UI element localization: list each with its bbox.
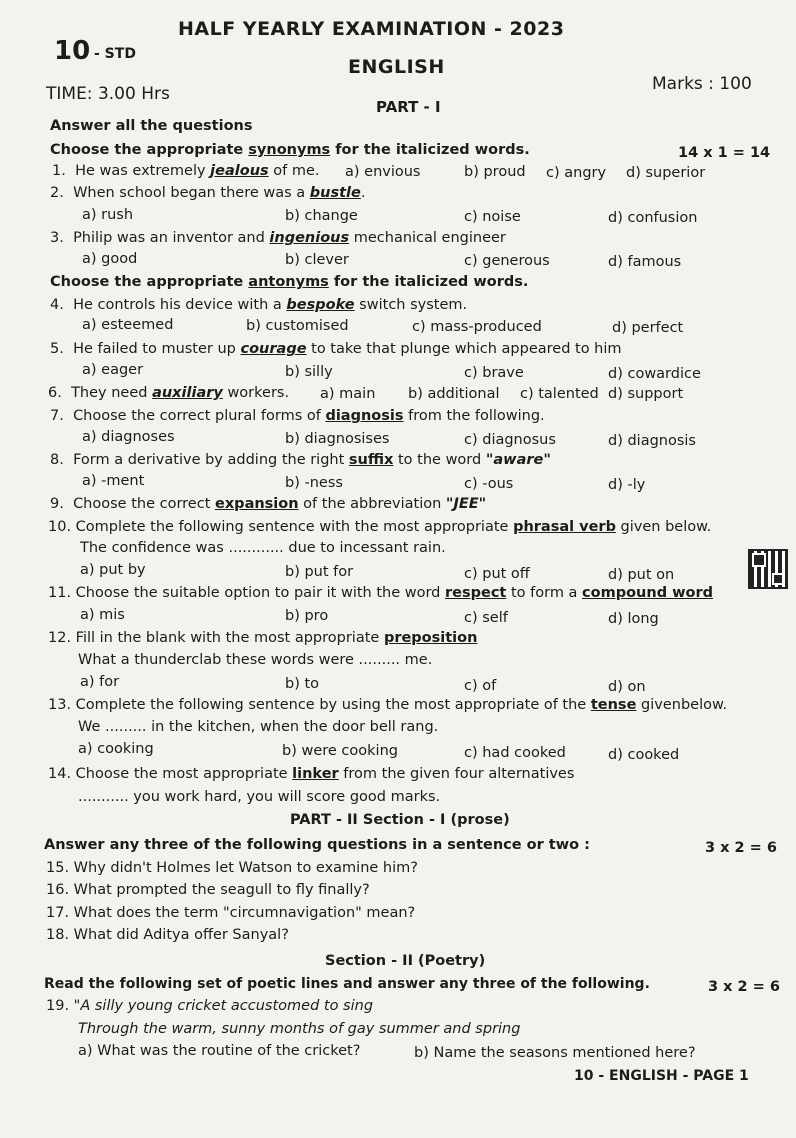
q4-option-a: a) esteemed [82,317,174,333]
question-11: 11. Choose the suitable option to pair it with the word respect to form a compound word [48,585,714,601]
exam-time: TIME: 3.00 Hrs [46,84,170,104]
q10-option-b: b) put for [285,564,354,580]
q7-option-a: a) diagnoses [82,429,175,445]
q10-option-c: c) put off [464,566,530,582]
question-3: 3. Philip was an inventor and ingenious mechanical engineer [50,230,506,246]
poetry-instruction: Read the following set of poetic lines and answer any three of the following. [44,976,650,992]
q6-option-a: a) main [320,386,376,402]
question-13: 13. Complete the following sentence by using the most appropriate of the tense givenbelow. [48,697,728,713]
question-15: 15. Why didn't Holmes let Watson to examine him? [46,860,418,876]
poetry-marks: 3 x 2 = 6 [708,979,780,995]
q5-option-d: d) cowardice [608,366,701,382]
q13-option-d: d) cooked [608,747,680,763]
q12-option-a: a) for [80,674,120,690]
q1-option-b: b) proud [464,164,526,180]
q3-option-d: d) famous [608,254,682,270]
q4-option-d: d) perfect [612,320,684,336]
q13-option-c: c) had cooked [464,745,566,761]
q1-option-c: c) angry [546,165,607,181]
q4-option-c: c) mass-produced [412,319,542,335]
q2-option-d: d) confusion [608,210,698,226]
q12-sentence: What a thunderclab these words were ......... me. [78,652,433,668]
exam-title: HALF YEARLY EXAMINATION - 2023 [178,18,565,40]
q1-option-a: a) envious [345,164,421,180]
q12-option-d: d) on [608,679,646,695]
question-5: 5. He failed to muster up courage to take that plunge which appeared to him [50,341,622,357]
q11-option-a: a) mis [80,607,125,623]
question-10: 10. Complete the following sentence with the most appropriate phrasal verb given below. [48,519,712,535]
q4-option-b: b) customised [246,318,349,334]
q11-option-d: d) long [608,611,659,627]
q13-option-a: a) cooking [78,741,154,757]
answer-all-instruction: Answer all the questions [50,118,253,134]
question-6: 6. They need auxiliary workers. [48,385,290,401]
question-4: 4. He controls his device with a bespoke switch system. [50,297,468,313]
antonyms-instruction: Choose the appropriate antonyms for the italicized words. [50,274,529,290]
q6-option-c: c) talented [520,386,599,402]
q2-option-c: c) noise [464,209,521,225]
q8-option-b: b) -ness [285,475,343,491]
q2-option-b: b) change [285,208,358,224]
question-12: 12. Fill in the blank with the most appropriate preposition [48,630,478,646]
q14-sentence: ........... you work hard, you will score good marks. [78,789,441,805]
part-two-marks: 3 x 2 = 6 [705,840,777,856]
question-8: 8. Form a derivative by adding the right suffix to the word "aware" [50,452,551,468]
question-7: 7. Choose the correct plural forms of diagnosis from the following. [50,408,545,424]
q2-option-a: a) rush [82,207,134,223]
q19-sub-a: a) What was the routine of the cricket? [78,1043,361,1059]
q10-sentence: The confidence was ............ due to incessant rain. [80,540,446,556]
question-19: 19. "A silly young cricket accustomed to sing [46,998,374,1014]
q1-option-d: d) superior [626,165,706,181]
q7-option-b: b) diagnosises [285,431,390,447]
q12-option-b: b) to [285,676,320,692]
part-one-title: PART - I [376,98,441,116]
question-14: 14. Choose the most appropriate linker from the given four alternatives [48,766,575,782]
question-16: 16. What prompted the seagull to fly finally? [46,882,370,898]
q8-option-d: d) -ly [608,477,646,493]
q5-option-c: c) brave [464,365,524,381]
q13-sentence: We ......... in the kitchen, when the door bell rang. [78,719,439,735]
q8-option-a: a) -ment [82,473,145,489]
q19-sub-b: b) Name the seasons mentioned here? [414,1045,696,1061]
q13-option-b: b) were cooking [282,743,398,759]
synonyms-instruction: Choose the appropriate synonyms for the italicized words. [50,142,530,158]
q11-option-b: b) pro [285,608,329,624]
page-footer: 10 - ENGLISH - PAGE 1 [574,1068,749,1084]
q3-option-c: c) generous [464,253,550,269]
std-suffix: - STD [94,46,136,62]
marks-total: Marks : 100 [652,74,752,94]
q3-option-a: a) good [82,251,138,267]
std-number: 10 [54,36,91,66]
q5-option-a: a) eager [82,362,144,378]
q6-option-b: b) additional [408,386,500,402]
poetry-section-title: Section - II (Poetry) [325,953,486,969]
q10-option-d: d) put on [608,567,675,583]
q7-option-d: d) diagnosis [608,433,696,449]
q12-option-c: c) of [464,678,497,694]
question-18: 18. What did Aditya offer Sanyal? [46,927,289,943]
q3-option-b: b) clever [285,252,349,268]
question-2: 2. When school began there was a bustle. [50,185,366,201]
q11-option-c: c) self [464,610,508,626]
question-17: 17. What does the term "circumnavigation" mean? [46,905,416,921]
poem-line-2: Through the warm, sunny months of gay summer and spring [78,1021,521,1037]
part-two-title: PART - II Section - I (prose) [290,812,510,828]
question-1: 1. He was extremely jealous of me. [52,163,320,179]
q5-option-b: b) silly [285,364,333,380]
qr-code [748,549,788,589]
q6-option-d: d) support [608,386,684,402]
synonyms-marks: 14 x 1 = 14 [678,145,771,161]
q7-option-c: c) diagnosus [464,432,556,448]
question-9: 9. Choose the correct expansion of the abbreviation "JEE" [50,496,487,512]
q8-option-c: c) -ous [464,476,514,492]
subject-title: ENGLISH [348,56,445,78]
q10-option-a: a) put by [80,562,146,578]
part-two-instruction: Answer any three of the following questions in a sentence or two : [44,837,590,853]
